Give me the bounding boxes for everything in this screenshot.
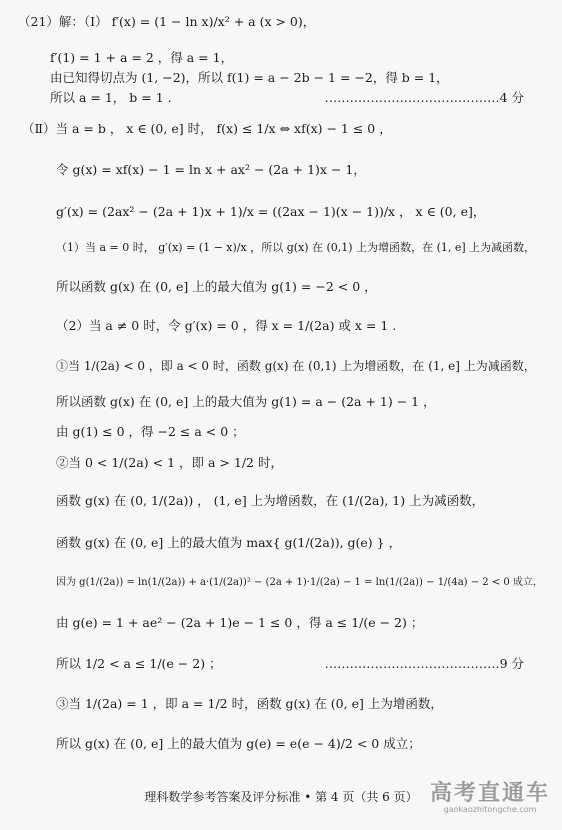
solution-line: ②当 0 < 1/(2a) < 1 ，即 a > 1/2 时， bbox=[56, 455, 283, 470]
score-mark: ……………………………………9 分 bbox=[324, 656, 524, 671]
solution-line: 所以函数 g(x) 在 (0, e] 上的最大值为 g(1) = a − (2a + 1) − 1 ， bbox=[56, 394, 436, 409]
solution-line: g′(x) = (2ax² − (2a + 1)x + 1)/x = ((2ax − 1)(x − 1))/x ， x ∈ (0, e]， bbox=[56, 204, 486, 219]
solution-line: 令 g(x) = xf(x) − 1 = ln x + ax² − (2a + 1)x − 1， bbox=[56, 162, 366, 177]
solution-line: 由已知得切点为 (1, −2)，所以 f(1) = a − 2b − 1 = −2，得 b = 1， bbox=[50, 70, 449, 85]
solution-line: （Ⅱ）当 a = b ， x ∈ (0, e] 时， f(x) ≤ 1/x ⇔ xf(x) − 1 ≤ 0 ， bbox=[22, 121, 392, 136]
watermark-url: gaokaozhitongche.com bbox=[443, 805, 537, 814]
solution-line: （2）当 a ≠ 0 时，令 g′(x) = 0 ，得 x = 1/(2a) 或 x = 1 . bbox=[56, 318, 397, 333]
solution-line: 函数 g(x) 在 (0, e] 上的最大值为 max{ g(1/(2a)), g(e) } ， bbox=[56, 535, 402, 550]
watermark-title: 高考直通车 bbox=[429, 781, 550, 806]
watermark-logo bbox=[430, 776, 550, 814]
solution-line: 由 g(1) ≤ 0 ，得 −2 ≤ a < 0 ； bbox=[56, 424, 245, 439]
solution-line: 所以函数 g(x) 在 (0, e] 上的最大值为 g(1) = −2 < 0 ， bbox=[56, 279, 377, 294]
solution-line: 因为 g(1/(2a)) = ln(1/(2a)) + a·(1/(2a))² − (2a + 1)·1/(2a) − 1 = ln(1/(2a)) − 1/(4a) − 2 < 0 成立， bbox=[56, 577, 543, 588]
solution-line: ③当 1/(2a) = 1 ，即 a = 1/2 时，函数 g(x) 在 (0, e] 上为增函数， bbox=[56, 696, 443, 711]
score-mark: ……………………………………4 分 bbox=[324, 90, 524, 105]
solution-line: ①当 1/(2a) < 0 ，即 a < 0 时，函数 g(x) 在 (0,1) 上为增函数，在 (1, e] 上为减函数， bbox=[56, 359, 536, 373]
solution-line: 由 g(e) = 1 + ae² − (2a + 1)e − 1 ≤ 0 ，得 a ≤ 1/(e − 2) ； bbox=[56, 615, 424, 630]
solution-line: f′(1) = 1 + a = 2 ，得 a = 1， bbox=[50, 50, 234, 65]
solution-line: 所以 1/2 < a ≤ 1/(e − 2) ； bbox=[56, 656, 222, 671]
solution-line: 函数 g(x) 在 (0, 1/(2a)) ， (1, e] 上为增函数，在 (1/(2a), 1) 上为减函数， bbox=[56, 493, 485, 508]
solution-line: （21）解：（Ⅰ） f′(x) = (1 − ln x)/x² + a (x > 0)， bbox=[18, 14, 316, 29]
page-footer: 理科数学参考答案及评分标准 • 第 4 页（共 6 页） bbox=[144, 790, 418, 804]
solution-line: 所以 g(x) 在 (0, e] 上的最大值为 g(e) = e(e − 4)/2 < 0 成立； bbox=[56, 736, 421, 751]
solution-line: （1）当 a = 0 时， g′(x) = (1 − x)/x ，所以 g(x) 在 (0,1) 上为增函数，在 (1, e] 上为减函数， bbox=[56, 241, 536, 254]
solution-line: 所以 a = 1， b = 1 . bbox=[50, 90, 172, 105]
